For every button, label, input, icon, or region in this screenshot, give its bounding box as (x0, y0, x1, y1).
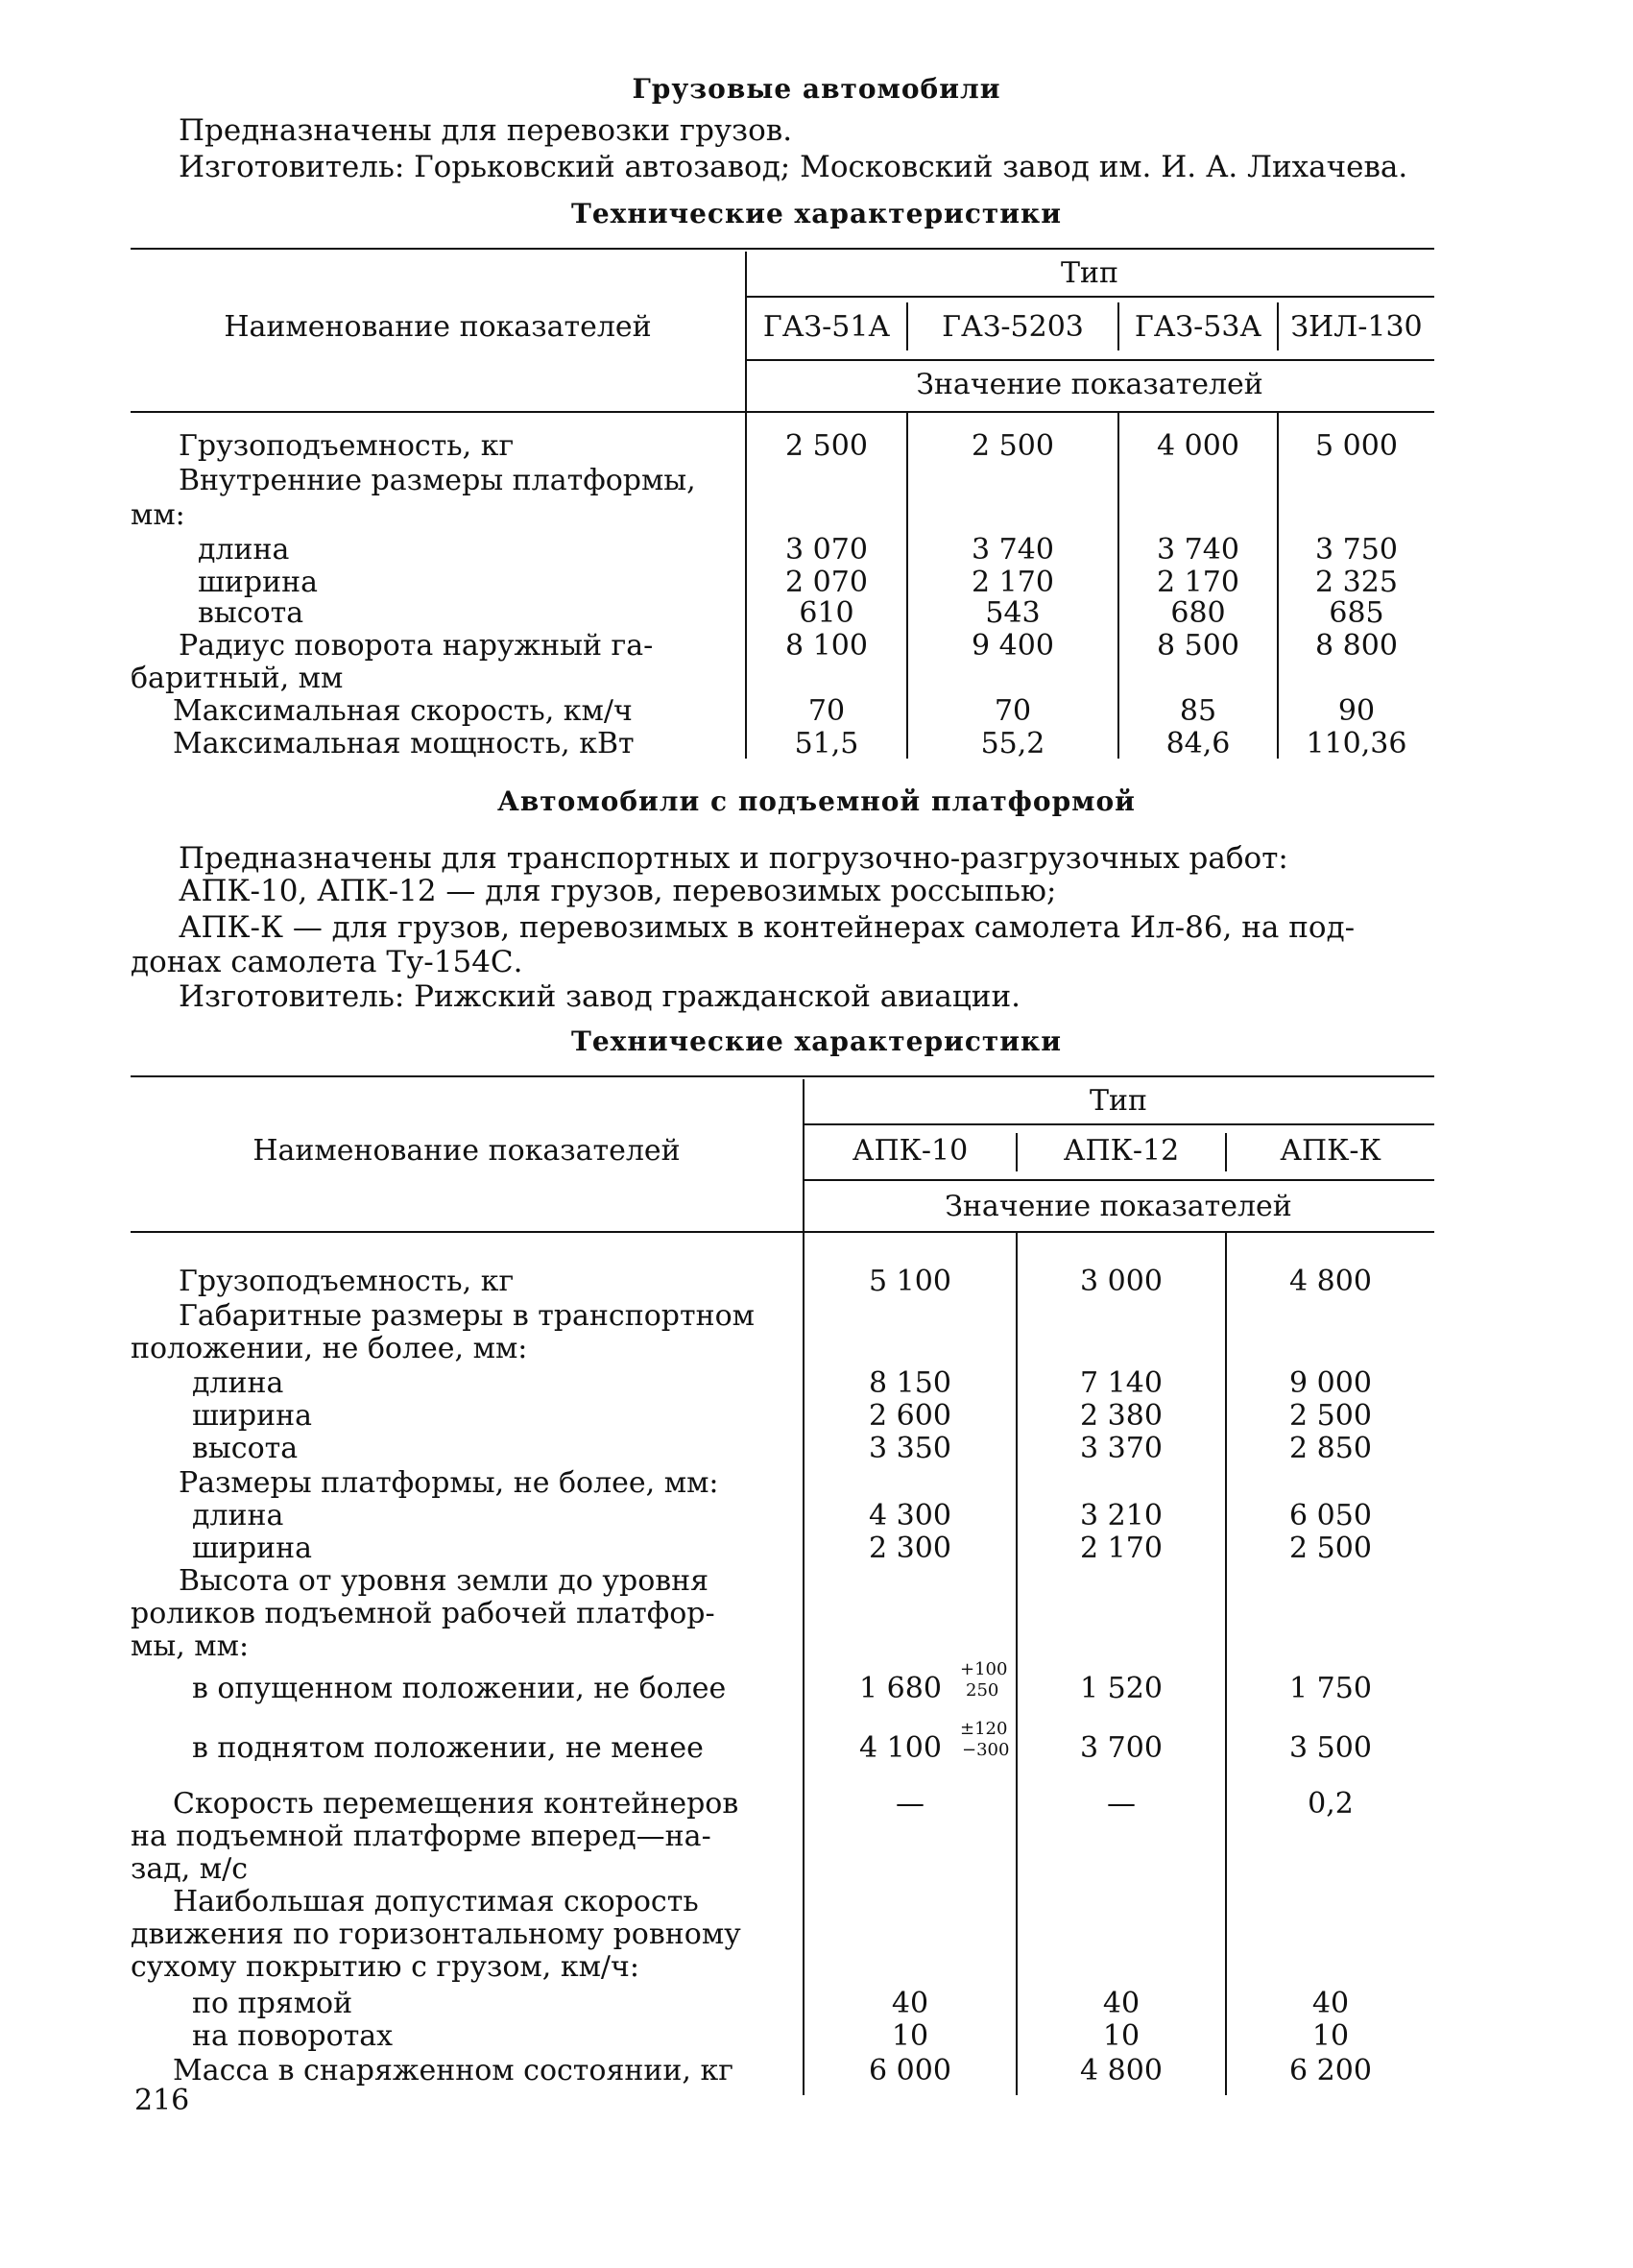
cell-value: 2 850 (1289, 1432, 1372, 1465)
cell-value: 3 500 (1289, 1731, 1372, 1765)
cell-value: 610 (799, 596, 854, 630)
row-label: по прямой (192, 1987, 353, 2020)
table-divider (803, 1079, 804, 2095)
row-label: ширина (192, 1399, 312, 1433)
row-label: Радиус поворота наружный га- (179, 629, 654, 663)
cell-value: 2 325 (1315, 566, 1398, 599)
cell-value: 55,2 (980, 727, 1045, 760)
cell-value: 51,5 (794, 727, 859, 760)
row-label: Высота от уровня земли до уровня (179, 1564, 709, 1598)
cell-value: 2 500 (1289, 1399, 1372, 1433)
cell-value: 10 (1311, 2019, 1350, 2053)
table-rule (745, 296, 1434, 298)
cell-value: 1 680 (859, 1672, 942, 1705)
cell-value: 4 800 (1289, 1265, 1372, 1298)
row-label: ширина (198, 566, 318, 599)
cell-value: 10 (1102, 2019, 1141, 2053)
column-header-type-2: ГАЗ-5203 (942, 310, 1084, 344)
column-header-type-2: АПК-12 (1063, 1134, 1180, 1168)
column-header-value: Значение показателей (945, 1190, 1292, 1223)
cell-value: 9 000 (1289, 1366, 1372, 1400)
cell-value: 3 740 (972, 533, 1054, 567)
cell-value: 1 520 (1080, 1672, 1163, 1705)
column-header-name: Наименование показателей (252, 1134, 681, 1168)
cell-value: 8 100 (785, 629, 868, 663)
cell-value: 110,36 (1306, 727, 1407, 760)
cell-value: 3 070 (785, 533, 868, 567)
table-rule (803, 1123, 1434, 1125)
table-rule (745, 359, 1434, 361)
cell-value: 2 500 (785, 429, 868, 463)
cell-value: 2 170 (1080, 1532, 1163, 1565)
cell-value: 7 140 (1080, 1366, 1163, 1400)
row-label: высота (198, 596, 304, 630)
cell-value: 4 100 (859, 1731, 942, 1765)
cell-value: 3 210 (1080, 1499, 1163, 1532)
cell-value: 3 740 (1157, 533, 1239, 567)
cell-value: 3 000 (1080, 1265, 1163, 1298)
cell-value: 3 750 (1315, 533, 1398, 567)
platform-purpose-4: донах самолета Ту-154С. (131, 945, 523, 979)
row-label: движения по горизонтальному ровному (131, 1918, 741, 1951)
cell-value: 70 (807, 694, 846, 728)
section-title-platform: Автомобили с подъемной платформой (497, 785, 1136, 817)
platform-table-title: Технические характеристики (571, 1025, 1062, 1057)
tolerance-lower: 250 (966, 1680, 999, 1701)
table-rule (131, 248, 1434, 250)
page-number: 216 (134, 2084, 190, 2117)
cell-value: 40 (1311, 1987, 1350, 2020)
cell-value: 2 500 (972, 429, 1054, 463)
table-rule (131, 1075, 1434, 1077)
row-label: мы, мм: (131, 1629, 250, 1663)
row-label: высота (192, 1432, 299, 1465)
row-label: Грузоподъемность, кг (179, 1265, 515, 1298)
row-label: мм: (131, 498, 185, 532)
row-label: в опущенном положении, не более (192, 1672, 727, 1705)
cell-value: 2 300 (869, 1532, 951, 1565)
table-rule (803, 1179, 1434, 1181)
column-header-type-4: ЗИЛ-130 (1290, 310, 1423, 344)
cell-value: 6 050 (1289, 1499, 1372, 1532)
cell-value: 6 200 (1289, 2054, 1372, 2087)
cell-value: 40 (891, 1987, 929, 2020)
column-header-type: Тип (1090, 1084, 1147, 1118)
cell-value: 4 800 (1080, 2054, 1163, 2087)
cell-value: 2 380 (1080, 1399, 1163, 1433)
table-rule (131, 411, 1434, 413)
cell-value: 5 000 (1315, 429, 1398, 463)
tolerance-upper: ±120 (960, 1719, 1008, 1739)
cell-value: 680 (1170, 596, 1226, 630)
column-header-type-3: АПК-К (1280, 1134, 1381, 1168)
cell-value: 685 (1329, 596, 1384, 630)
row-label: Максимальная мощность, кВт (173, 727, 635, 760)
cell-value: 70 (994, 694, 1032, 728)
row-label: Наибольшая допустимая скорость (173, 1885, 699, 1918)
row-label: Грузоподъемность, кг (179, 429, 515, 463)
row-label: Габаритные размеры в транспортном (179, 1299, 755, 1333)
trucks-manufacturer: Изготовитель: Горьковский автозавод; Московский завод им. И. А. Лихачева. (179, 150, 1408, 184)
cell-value: 2 170 (1157, 566, 1239, 599)
column-header-type-3: ГАЗ-53А (1134, 310, 1262, 344)
cell-value: — (896, 1787, 925, 1821)
platform-purpose-1: Предназначены для транспортных и погрузочно-разгрузочных работ: (179, 841, 1288, 876)
cell-value: 3 350 (869, 1432, 951, 1465)
cell-value: 90 (1337, 694, 1376, 728)
row-label: баритный, мм (131, 662, 344, 695)
cell-value: 84,6 (1165, 727, 1231, 760)
row-label: роликов подъемной рабочей платфор- (131, 1597, 715, 1630)
cell-value: 5 100 (869, 1265, 951, 1298)
trucks-table-title: Технические характеристики (571, 198, 1062, 229)
cell-value: 3 700 (1080, 1731, 1163, 1765)
cell-value: 4 000 (1157, 429, 1239, 463)
cell-value: 2 500 (1289, 1532, 1372, 1565)
row-label: Максимальная скорость, км/ч (173, 694, 633, 728)
platform-manufacturer: Изготовитель: Рижский завод гражданской авиации. (179, 979, 1021, 1014)
cell-value: 8 500 (1157, 629, 1239, 663)
table-divider (1225, 1233, 1227, 2095)
platform-purpose-2: АПК-10, АПК-12 — для грузов, перевозимых россыпью; (179, 874, 1057, 908)
column-header-type-1: АПК-10 (852, 1134, 969, 1168)
cell-value: 8 800 (1315, 629, 1398, 663)
column-header-type-1: ГАЗ-51А (762, 310, 891, 344)
row-label: зад, м/с (131, 1852, 249, 1886)
cell-value: 2 170 (972, 566, 1054, 599)
cell-value: 3 370 (1080, 1432, 1163, 1465)
cell-value: 6 000 (869, 2054, 951, 2087)
trucks-purpose: Предназначены для перевозки грузов. (179, 113, 793, 148)
row-label: в поднятом положении, не менее (192, 1731, 704, 1765)
row-label: Размеры платформы, не более, мм: (179, 1466, 719, 1500)
table-rule (131, 1231, 1434, 1233)
row-label: длина (198, 533, 290, 567)
row-label: сухому покрытию с грузом, км/ч: (131, 1950, 639, 1984)
cell-value: 4 300 (869, 1499, 951, 1532)
section-title-trucks: Грузовые автомобили (632, 73, 1001, 105)
cell-value: 8 150 (869, 1366, 951, 1400)
tolerance-lower: −300 (962, 1740, 1010, 1760)
cell-value: 2 070 (785, 566, 868, 599)
row-label: ширина (192, 1532, 312, 1565)
cell-value: 1 750 (1289, 1672, 1372, 1705)
column-header-type: Тип (1061, 256, 1118, 290)
platform-purpose-3: АПК-К — для грузов, перевозимых в контейнерах самолета Ил-86, на под- (179, 910, 1356, 945)
cell-value: 0,2 (1308, 1787, 1354, 1821)
column-header-name: Наименование показателей (224, 310, 652, 344)
row-label: на подъемной платформе вперед—на- (131, 1820, 711, 1853)
row-label: Скорость перемещения контейнеров (173, 1787, 739, 1821)
row-label: на поворотах (192, 2019, 394, 2053)
cell-value: 10 (891, 2019, 929, 2053)
row-label: положении, не более, мм: (131, 1332, 528, 1365)
tolerance-upper: +100 (960, 1659, 1008, 1679)
cell-value: 40 (1102, 1987, 1141, 2020)
cell-value: 543 (985, 596, 1041, 630)
row-label: Внутренние размеры платформы, (179, 464, 696, 497)
row-label: длина (192, 1499, 284, 1532)
cell-value: 2 600 (869, 1399, 951, 1433)
cell-value: 85 (1179, 694, 1217, 728)
cell-value: 9 400 (972, 629, 1054, 663)
cell-value: — (1107, 1787, 1136, 1821)
table-divider (1016, 1233, 1018, 2095)
row-label: Масса в снаряженном состоянии, кг (173, 2054, 733, 2087)
column-header-value: Значение показателей (916, 368, 1263, 401)
row-label: длина (192, 1366, 284, 1400)
